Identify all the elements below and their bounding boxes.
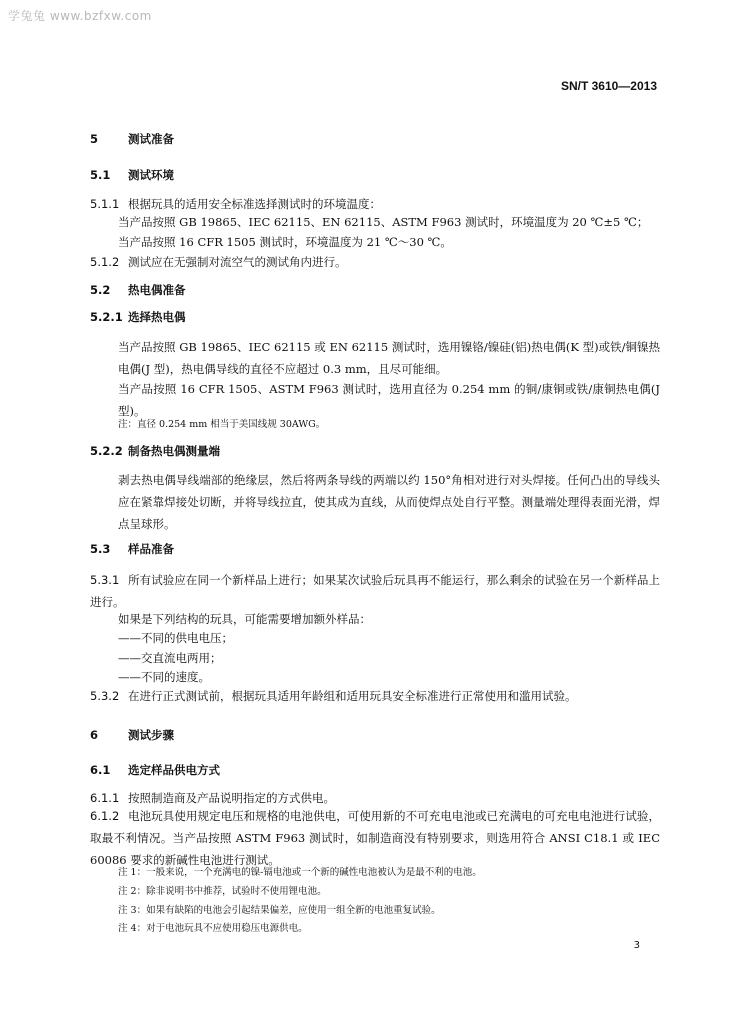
list-item: ——不同的速度。 xyxy=(118,670,210,684)
watermark: 学兔兔 www.bzfxw.com xyxy=(8,9,152,23)
subsection-heading xyxy=(90,282,660,298)
subsection-title: 样品准备 xyxy=(128,542,174,556)
section-number: 6 xyxy=(90,728,99,742)
clause-number: 5.2.2 xyxy=(90,444,123,458)
clause-title: 制备热电偶测量端 xyxy=(128,444,220,458)
clause-title: 选择热电偶 xyxy=(128,310,186,324)
list-item: ——交直流电两用； xyxy=(118,651,222,665)
paragraph: 如果是下列结构的玩具，可能需要增加额外样品： xyxy=(118,612,371,626)
clause-number: 6.1.1 xyxy=(90,791,120,805)
clause-text: 电池玩具使用规定电压和规格的电池供电，可使用新的不可充电电池或已充满电的可充电电池进行试验，取最不利情况。当产品按照 ASTM F963 测试时，如制造商没有特别要求，则选用符合 ANSI C18.1 或 IEC 60086 要求的新碱性电池进行测试。 xyxy=(90,809,660,867)
subsection-title: 选定样品供电方式 xyxy=(128,763,220,777)
clause-number: 5.2.1 xyxy=(90,310,123,324)
document-code: SN/T 3610—2013 xyxy=(560,79,657,93)
clause-text: 按照制造商及产品说明指定的方式供电。 xyxy=(128,791,335,805)
section-heading xyxy=(90,727,660,743)
section-title: 测试准备 xyxy=(128,132,174,146)
clause-text: 根据玩具的适用安全标准选择测试时的环境温度： xyxy=(128,197,381,211)
clause-text: 测试应在无强制对流空气的测试角内进行。 xyxy=(128,255,347,269)
subsection-number: 6.1 xyxy=(90,763,111,777)
note: 注 3：如果有缺陷的电池会引起结果偏差，应使用一组全新的电池重复试验。 xyxy=(118,905,441,916)
list-item: ——不同的供电电压； xyxy=(118,631,233,645)
clause xyxy=(90,254,660,270)
clause xyxy=(90,805,660,871)
paragraph: 剥去热电偶导线端部的绝缘层，然后将两条导线的两端以约 150°角相对进行对头焊接。任何凸出的导线头应在紧靠焊接处切断，并将导线拉直，使其成为直线，从而使焊点处自行平整。测量端处理得表面光滑，焊点呈球形。 xyxy=(118,473,660,531)
paragraph: 当产品按照 GB 19865、IEC 62115、EN 62115、ASTM F963 测试时，环境温度为 20 ℃±5 ℃； xyxy=(118,215,649,229)
note: 注 4：对于电池玩具不应使用稳压电源供电。 xyxy=(118,923,308,934)
section-number: 5 xyxy=(90,132,99,146)
clause-number: 5.3.1 xyxy=(90,573,120,587)
subsection-number: 5.2 xyxy=(90,283,111,297)
clause-heading xyxy=(90,309,660,325)
subsection-heading xyxy=(90,541,660,557)
subsection-title: 测试环境 xyxy=(128,168,174,182)
clause-number: 5.1.1 xyxy=(90,197,120,211)
note: 注 1：一般来说，一个充满电的镍-镉电池或一个新的碱性电池被认为是最不利的电池。 xyxy=(118,867,482,878)
note: 注 2：除非说明书中推荐，试验时不使用锂电池。 xyxy=(118,886,327,897)
subsection-heading xyxy=(90,762,660,778)
subsection-title: 热电偶准备 xyxy=(128,283,186,297)
paragraph: 当产品按照 GB 19865、IEC 62115 或 EN 62115 测试时，选用镍铬/镍硅(铝)热电偶(K 型)或铁/铜镍热电偶(J 型)，热电偶导线的直径不应超过 0.3 mm，且尽可能细。 xyxy=(118,340,660,376)
clause-heading xyxy=(90,443,660,459)
clause-number: 5.3.2 xyxy=(90,689,120,703)
clause xyxy=(90,790,660,806)
clause-text: 在进行正式测试前，根据玩具适用年龄组和适用玩具安全标准进行正常使用和滥用试验。 xyxy=(128,689,577,703)
clause-text: 所有试验应在同一个新样品上进行；如果某次试验后玩具再不能运行，那么剩余的试验在另一个新样品上进行。 xyxy=(90,573,660,609)
clause xyxy=(90,196,660,212)
subsection-heading xyxy=(90,167,660,183)
section-heading xyxy=(90,131,660,147)
subsection-number: 5.1 xyxy=(90,168,111,182)
subsection-number: 5.3 xyxy=(90,542,111,556)
section-title: 测试步骤 xyxy=(128,728,174,742)
paragraph: 当产品按照 16 CFR 1505、ASTM F963 测试时，选用直径为 0.254 mm 的铜/康铜或铁/康铜热电偶(J 型)。 xyxy=(118,382,660,418)
clause xyxy=(90,569,660,613)
clause-number: 6.1.2 xyxy=(90,809,120,823)
note: 注：直径 0.254 mm 相当于美国线规 30AWG。 xyxy=(118,419,326,430)
clause-number: 5.1.2 xyxy=(90,255,120,269)
clause xyxy=(90,688,660,704)
page-number: 3 xyxy=(633,940,640,951)
paragraph: 当产品按照 16 CFR 1505 测试时，环境温度为 21 ℃～30 ℃。 xyxy=(118,235,452,249)
